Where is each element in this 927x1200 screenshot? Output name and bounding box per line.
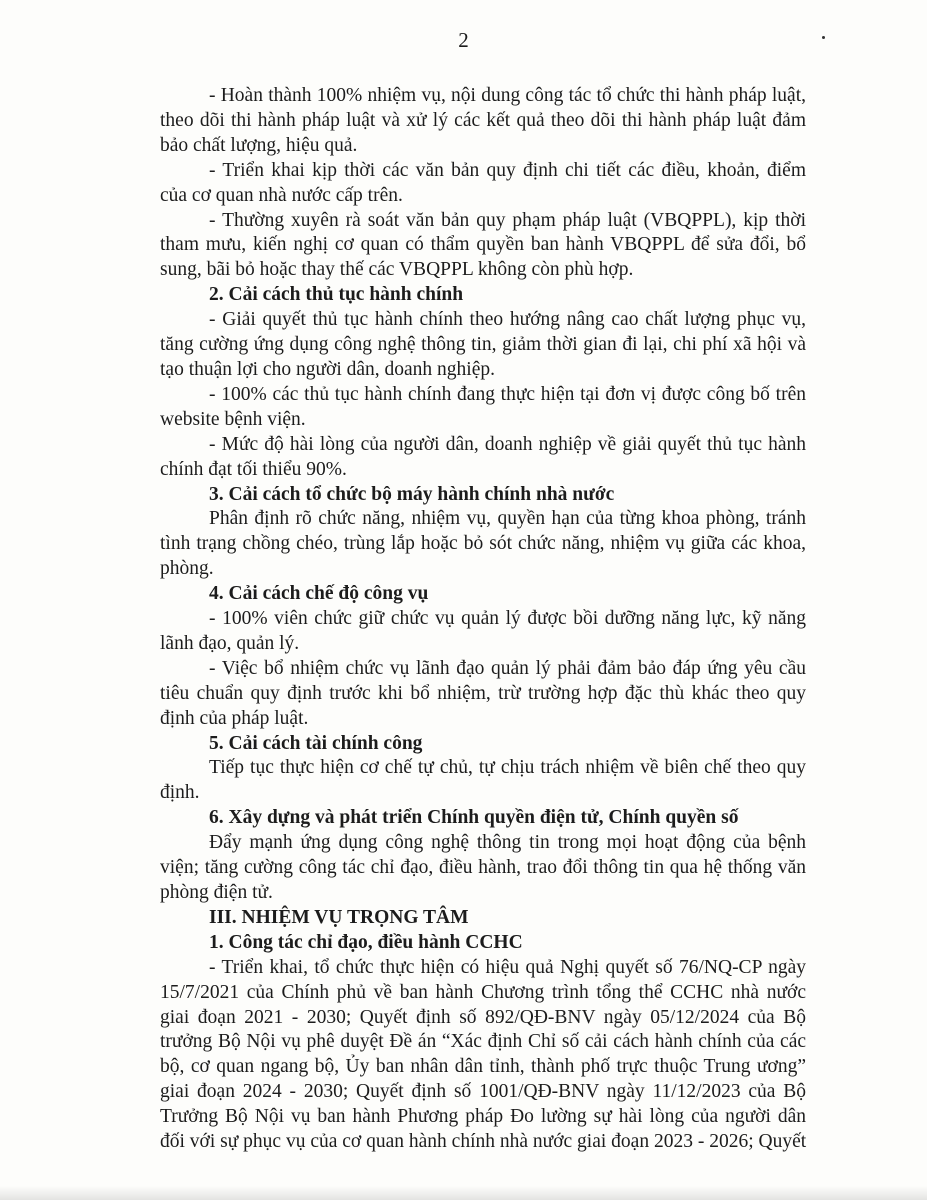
text-line: lãnh đạo, quản lý. [160, 632, 300, 654]
section-heading: 6. Xây dựng và phát triển Chính quyền điện tử, Chính quyền số [209, 807, 739, 829]
text-line: trưởng Bộ Nội vụ phê duyệt Đề án “Xác định Chỉ số cải cách hành chính của các [160, 1031, 806, 1053]
section-heading: 5. Cải cách tài chính công [209, 732, 423, 754]
text-line: - 100% viên chức giữ chức vụ quản lý được bồi dưỡng năng lực, kỹ năng [209, 608, 806, 630]
scan-edge-shadow [0, 1186, 927, 1200]
text-line: 15/7/2021 của Chính phủ về ban hành Chương trình tổng thể CCHC nhà nước [160, 981, 806, 1003]
text-line: website bệnh viện. [160, 408, 306, 430]
paragraph [160, 507, 806, 582]
text-line: theo dõi thi hành pháp luật và xử lý các kết quả theo dõi thi hành pháp luật đảm [160, 109, 806, 131]
section-heading: 4. Cải cách chế độ công vụ [209, 583, 429, 605]
text-line: tạo thuận lợi cho người dân, doanh nghiệp. [160, 358, 496, 380]
section-heading: III. NHIỆM VỤ TRỌNG TÂM [209, 906, 469, 928]
text-line: tăng cường ứng dụng công nghệ thông tin, giảm thời gian đi lại, chi phí xã hội và [160, 334, 806, 356]
paragraph [160, 383, 806, 433]
text-line: bộ, cơ quan ngang bộ, Ủy ban nhân dân tỉnh, thành phố trực thuộc Trung ương” [160, 1056, 806, 1078]
paragraph [160, 607, 806, 657]
text-line: - Mức độ hài lòng của người dân, doanh nghiệp về giải quyết thủ tục hành [209, 433, 806, 455]
text-line: tiêu chuẩn quy định trước khi bổ nhiệm, trừ trường hợp đặc thù khác theo quy [160, 682, 806, 704]
paragraph [160, 159, 806, 209]
section-heading: 1. Công tác chỉ đạo, điều hành CCHC [209, 931, 523, 953]
text-line: chính đạt tối thiểu 90%. [160, 458, 347, 480]
paragraph [160, 84, 806, 159]
text-line: Đẩy mạnh ứng dụng công nghệ thông tin trong mọi hoạt động của bệnh [209, 832, 806, 854]
text-line: sung, bãi bỏ hoặc thay thế các VBQPPL không còn phù hợp. [160, 259, 634, 281]
text-line: định của pháp luật. [160, 707, 309, 729]
paragraph [160, 308, 806, 383]
section-heading: 3. Cải cách tổ chức bộ máy hành chính nhà nước [209, 483, 615, 505]
text-line: - Triển khai kịp thời các văn bản quy định chi tiết các điều, khoản, điểm [209, 159, 806, 181]
text-line: phòng điện tử. [160, 882, 273, 903]
text-line: giai đoạn 2024 - 2030; Quyết định số 1001/QĐ-BNV ngày 11/12/2023 của Bộ [160, 1081, 806, 1103]
text-line: - Giải quyết thủ tục hành chính theo hướng nâng cao chất lượng phục vụ, [209, 309, 806, 331]
text-line: giai đoạn 2021 - 2030; Quyết định số 892/QĐ-BNV ngày 05/12/2024 của Bộ [160, 1006, 806, 1028]
paragraph [160, 756, 806, 806]
text-line: - Thường xuyên rà soát văn bản quy phạm pháp luật (VBQPPL), kịp thời [209, 209, 806, 231]
text-line: - Hoàn thành 100% nhiệm vụ, nội dung công tác tổ chức thi hành pháp luật, [209, 85, 806, 106]
text-line: tham mưu, kiến nghị cơ quan có thẩm quyền ban hành VBQPPL để sửa đổi, bổ [160, 234, 806, 256]
text-line: tình trạng chồng chéo, trùng lắp hoặc bỏ sót chức năng, nhiệm vụ giữa các khoa, [160, 533, 806, 555]
paragraph [160, 657, 806, 732]
paragraph [160, 956, 806, 1155]
text-line: định. [160, 782, 200, 804]
paragraph [160, 433, 806, 483]
text-line: bảo chất lượng, hiệu quả. [160, 134, 358, 156]
paragraph [160, 831, 806, 906]
text-line: - 100% các thủ tục hành chính đang thực hiện tại đơn vị được công bố trên [209, 383, 806, 405]
text-line: phòng. [160, 558, 214, 580]
text-line: - Triển khai, tổ chức thực hiện có hiệu quả Nghị quyết số 76/NQ-CP ngày [209, 956, 806, 978]
paragraph [160, 209, 806, 284]
text-line: Trưởng Bộ Nội vụ ban hành Phương pháp Đo lường sự hài lòng của người dân [160, 1106, 806, 1128]
text-line: Tiếp tục thực hiện cơ chế tự chủ, tự chịu trách nhiệm về biên chế theo quy [209, 757, 806, 779]
scan-speck [822, 36, 825, 39]
text-line: Phân định rõ chức năng, nhiệm vụ, quyền hạn của từng khoa phòng, tránh [209, 508, 806, 530]
document-body [160, 84, 806, 1155]
text-line: viện; tăng cường công tác chỉ đạo, điều hành, trao đổi thông tin qua hệ thống văn [160, 857, 806, 879]
page-number: 2 [458, 28, 469, 52]
text-line: - Việc bổ nhiệm chức vụ lãnh đạo quản lý phải đảm bảo đáp ứng yêu cầu [209, 657, 806, 679]
text-line: của cơ quan nhà nước cấp trên. [160, 184, 403, 206]
section-heading: 2. Cải cách thủ tục hành chính [209, 284, 464, 306]
text-line: đối với sự phục vụ của cơ quan hành chính nhà nước giai đoạn 2023 - 2026; Quyết [160, 1131, 807, 1153]
